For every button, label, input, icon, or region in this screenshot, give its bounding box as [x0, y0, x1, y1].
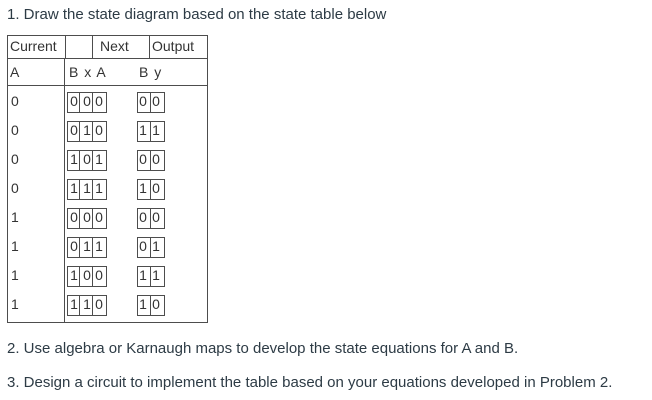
cell-next-digit: 0 [95, 93, 103, 109]
table-row [7, 232, 208, 261]
cell-next-digit: 0 [83, 151, 91, 167]
cell-next-digit: 0 [95, 267, 103, 283]
table-row [7, 174, 208, 203]
cell-next-digit: 0 [70, 238, 78, 254]
cell-current-a: 0 [11, 122, 19, 138]
table-row [7, 261, 208, 290]
cell-current-a: 1 [11, 238, 19, 254]
cell-output-digit: 1 [152, 238, 160, 254]
question-3: 3. Design a circuit to implement the table based on your equations developed in Problem 2. [7, 374, 613, 391]
cell-output-digit: 0 [152, 296, 160, 312]
header-cell-empty [65, 35, 93, 59]
table-row [7, 145, 208, 174]
cell-next-digit: 0 [83, 209, 91, 225]
cell-current-a: 1 [11, 296, 19, 312]
cell-output-digit: 0 [139, 238, 147, 254]
cell-next-digit: 0 [70, 122, 78, 138]
cell-output-digit: 0 [152, 209, 160, 225]
cell-next-digit: 0 [95, 122, 103, 138]
cell-next-digit: 1 [95, 151, 103, 167]
cell-output-digit: 0 [152, 180, 160, 196]
cell-next-digit: 0 [83, 93, 91, 109]
cell-next-digit: 0 [70, 209, 78, 225]
cell-next-digit: 1 [83, 180, 91, 196]
table-row [7, 116, 208, 145]
cell-output-digit: 0 [139, 93, 147, 109]
cell-output-digit: 0 [139, 151, 147, 167]
cell-output-digit: 0 [152, 93, 160, 109]
cell-next-digit: 0 [95, 209, 103, 225]
subheader-next: B x A [69, 64, 107, 80]
cell-next-digit: 1 [70, 296, 78, 312]
cell-output-digit: 1 [139, 296, 147, 312]
subheader-current: A [10, 64, 20, 80]
question-1: 1. Draw the state diagram based on the state table below [7, 6, 387, 23]
cell-next-digit: 1 [95, 238, 103, 254]
cell-current-a: 0 [11, 93, 19, 109]
cell-output-digit: 0 [152, 151, 160, 167]
state-table [7, 35, 208, 323]
cell-current-a: 1 [11, 267, 19, 283]
cell-next-digit: 0 [83, 267, 91, 283]
cell-output-digit: 1 [152, 122, 160, 138]
cell-next-digit: 1 [95, 180, 103, 196]
header-output: Output [152, 38, 195, 54]
cell-current-a: 0 [11, 151, 19, 167]
cell-current-a: 1 [11, 209, 19, 225]
cell-next-digit: 1 [70, 151, 78, 167]
table-row [7, 87, 208, 116]
cell-next-digit: 1 [83, 122, 91, 138]
cell-next-digit: 1 [83, 238, 91, 254]
cell-output-digit: 0 [139, 209, 147, 225]
cell-output-digit: 1 [139, 267, 147, 283]
cell-next-digit: 1 [70, 267, 78, 283]
question-2: 2. Use algebra or Karnaugh maps to develop the state equations for A and B. [7, 340, 519, 357]
cell-output-digit: 1 [139, 122, 147, 138]
table-row [7, 203, 208, 232]
cell-next-digit: 0 [70, 93, 78, 109]
cell-next-digit: 1 [83, 296, 91, 312]
cell-current-a: 0 [11, 180, 19, 196]
subheader-output: B y [139, 64, 163, 80]
table-row [7, 290, 208, 319]
cell-output-digit: 1 [139, 180, 147, 196]
cell-next-digit: 1 [70, 180, 78, 196]
header-current: Current [10, 38, 57, 54]
cell-output-digit: 1 [152, 267, 160, 283]
cell-next-digit: 0 [95, 296, 103, 312]
header-next: Next [100, 38, 129, 54]
